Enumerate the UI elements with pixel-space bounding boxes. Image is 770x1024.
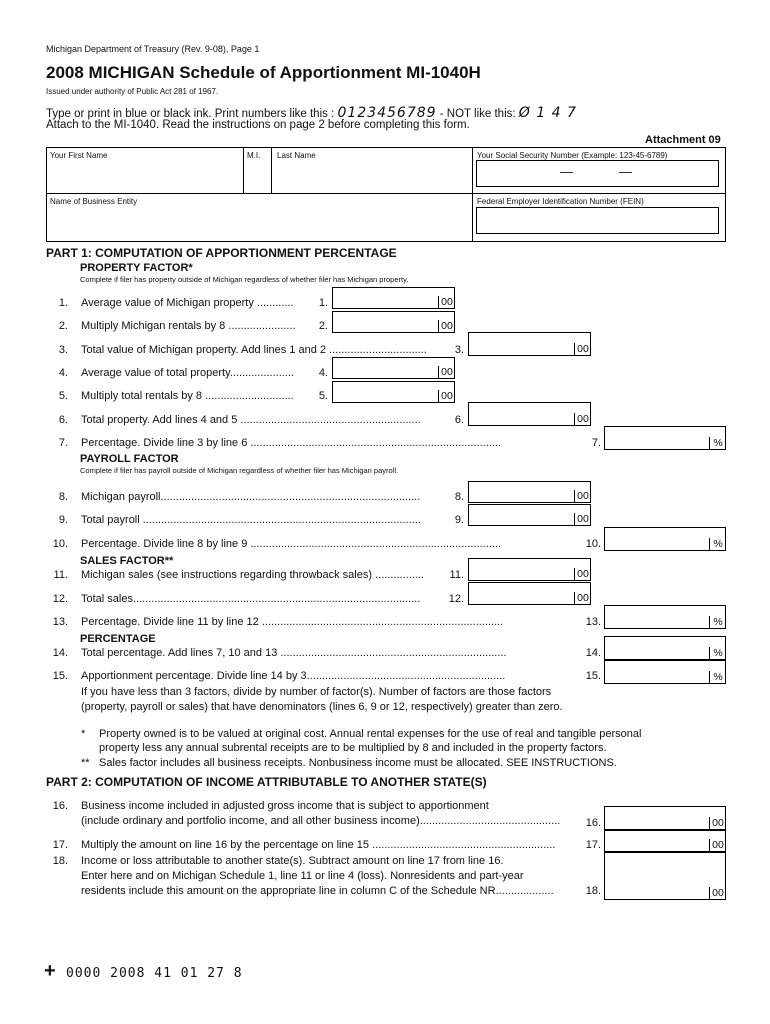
line-15-number: 15. [52,670,68,682]
dept-revision: Michigan Department of Treasury (Rev. 9-08), Page 1 [46,44,260,54]
line-12-label: Total sales.............................................................................................. [81,593,421,605]
line-12-input[interactable] [468,582,591,605]
line-15-note-2: (property, payroll or sales) that have denominators (lines 6, 9 or 12, respectively) greater than zero. [81,701,563,713]
line-4-label: Average value of total property..................... [81,367,294,379]
line-13-ref: 13. [585,616,601,628]
line-9-ref: 9. [454,514,464,526]
line-18-label-3: residents include this amount on the appropriate line in column C of the Schedule NR................... [81,885,554,897]
line-9-label: Total payroll ........................................................................................... [81,514,421,526]
line-15-ref: 15. [585,670,601,682]
line-4-number: 4. [58,367,68,379]
line-1-input[interactable] [332,287,455,309]
line-8-ref: 8. [454,491,464,503]
line-11-ref: 11. [449,569,464,581]
business-name-label: Name of Business Entity [50,197,138,206]
line-7-input[interactable] [604,426,726,450]
line-14-input[interactable] [604,636,726,660]
line-3-label: Total value of Michigan property. Add lines 1 and 2 ................................ [81,344,427,356]
line-2-cents: 00 [438,320,455,333]
line-11-input[interactable] [468,558,591,581]
authority-text: Issued under authority of Public Act 281 of 1967. [46,87,219,96]
line-14-number: 14. [52,647,68,659]
line-1-label: Average value of Michigan property ............ [81,297,294,309]
line-16-number: 16. [52,800,68,812]
line-8-label: Michigan payroll..................................................................................... [81,491,421,503]
line-5-label: Multiply total rentals by 8 ............................. [81,390,294,402]
line-16-ref: 16. [585,817,601,829]
part1-heading: PART 1: COMPUTATION OF APPORTIONMENT PERCENTAGE [46,246,397,260]
part2-heading: PART 2: COMPUTATION OF INCOME ATTRIBUTABLE TO ANOTHER STATE(S) [46,775,487,789]
line-12-ref: 12. [448,593,464,605]
line-11-cents: 00 [574,568,591,581]
line-4-cents: 00 [438,366,455,379]
line-18-label-2: Enter here and on Michigan Schedule 1, line 11 or line 4 (loss). Nonresidents and part-year [81,870,524,882]
ssn-input[interactable] [476,160,719,187]
line-18-number: 18. [52,855,68,867]
line-5-ref: 5. [318,390,328,402]
line-6-ref: 6. [454,414,464,426]
line-8-cents: 00 [574,490,591,503]
line-5-number: 5. [58,390,68,402]
line-10-percent: % [709,538,726,551]
fein-input[interactable] [476,207,719,234]
line-11-number: 11. [53,569,68,581]
line-17-ref: 17. [585,839,601,851]
first-name-input[interactable] [48,162,241,191]
footnote-1-line-1: Property owned is to be valued at original cost. Annual rental expenses for the use of real and tangible personal [99,728,642,740]
line-13-percent: % [709,616,726,629]
line-16-input[interactable] [604,806,726,830]
line-7-label: Percentage. Divide line 3 by line 6 .................................................................................. [81,437,501,449]
line-7-number: 7. [58,437,68,449]
middle-initial-input[interactable] [245,162,269,191]
payroll-factor-heading: PAYROLL FACTOR [80,453,179,465]
line-15-note-1: If you have less than 3 factors, divide by number of factor(s). Number of factors are those factors [81,686,552,698]
line-8-number: 8. [58,491,68,503]
sales-factor-heading: SALES FACTOR** [80,555,174,567]
not-like-text: - NOT like this: [439,108,516,120]
line-15-label: Apportionment percentage. Divide line 14 by 3................................................................. [81,670,506,682]
line-9-cents: 00 [574,513,591,526]
line-2-ref: 2. [318,320,328,332]
sample-numbers-good: 0123456789 [337,105,437,121]
form-title: 2008 MICHIGAN Schedule of Apportionment MI-1040H [46,63,481,82]
line-6-input[interactable] [468,402,591,426]
line-10-input[interactable] [604,527,726,551]
line-16-cents: 00 [709,817,726,830]
line-17-cents: 00 [709,839,726,852]
line-9-input[interactable] [468,504,591,526]
footnote-2: Sales factor includes all business receipts. Nonbusiness income must be allocated. SEE INSTRUCTIONS. [99,757,617,769]
line-3-cents: 00 [574,343,591,356]
line-4-input[interactable] [332,357,455,379]
line-9-number: 9. [58,514,68,526]
line-2-label: Multiply Michigan rentals by 8 ...................... [81,320,296,332]
line-10-number: 10. [52,538,68,550]
line-4-ref: 4. [318,367,328,379]
ink-instruction-text: Type or print in blue or black ink. Print numbers like this : [46,108,335,120]
line-6-number: 6. [58,414,68,426]
attach-instructions: Attach to the MI-1040. Read the instructions on page 2 before completing this form. [46,119,470,131]
line-15-percent: % [709,671,726,684]
line-14-percent: % [709,647,726,660]
property-factor-heading: PROPERTY FACTOR* [80,262,193,274]
first-name-label: Your First Name [50,151,108,160]
line-16-label-2: (include ordinary and portfolio income, and all other business income).............................................. [81,815,561,827]
last-name-label: Last Name [277,151,316,160]
property-factor-note: Complete if filer has property outside of Michigan regardless of whether filer has Michigan property. [80,275,409,284]
payroll-factor-note: Complete if filer has payroll outside of Michigan regardless of whether filer has Michigan payroll. [80,466,399,475]
line-2-number: 2. [58,320,68,332]
line-18-ref: 18. [585,885,601,897]
attachment-sequence: Attachment 09 [645,134,721,146]
line-17-input[interactable] [604,830,726,852]
line-1-number: 1. [58,297,68,309]
line-3-number: 3. [58,344,68,356]
line-11-label: Michigan sales (see instructions regarding throwback sales) ................ [81,569,424,581]
line-13-number: 13. [52,616,68,628]
line-13-label: Percentage. Divide line 11 by line 12 ............................................................................... [81,616,504,628]
line-13-input[interactable] [604,605,726,629]
line-10-ref: 10. [585,538,601,550]
line-18-label-1: Income or loss attributable to another state(s). Subtract amount on line 17 from line 16. [81,855,504,867]
line-3-ref: 3. [454,344,464,356]
footnote-1-line-2: property less any annual subrental receipts are to be multiplied by 8 and included in the property factors. [99,742,607,754]
line-14-label: Total percentage. Add lines 7, 10 and 13 .......................................................................... [81,647,507,659]
line-7-percent: % [709,437,726,450]
line-5-input[interactable] [332,381,455,403]
line-16-label-1: Business income included in adjusted gross income that is subject to apportionment [81,800,489,812]
sample-numbers-bad: Ø 1 4 7 [518,105,577,121]
line-2-input[interactable] [332,311,455,333]
percentage-heading: PERCENTAGE [80,633,156,645]
line-17-label: Multiply the amount on line 16 by the percentage on line 15 ............................................................ [81,839,556,851]
line-17-number: 17. [52,839,68,851]
ssn-label: Your Social Security Number (Example: 123-45-6789) [477,151,668,160]
last-name-input[interactable] [274,162,470,191]
footnote-2-mark: ** [81,757,90,769]
line-8-input[interactable] [468,481,591,503]
line-1-ref: 1. [318,297,328,309]
line-3-input[interactable] [468,332,591,356]
line-14-ref: 14. [585,647,601,659]
scanline-code: 0000 2008 41 01 27 8 [66,966,243,981]
mi-label: M.I. [247,151,261,160]
line-18-cents: 00 [709,887,726,900]
scanline-plus: + [44,960,56,982]
line-18-input[interactable] [604,852,726,900]
line-15-input[interactable] [604,660,726,684]
line-12-number: 12. [52,593,68,605]
line-5-cents: 00 [438,390,455,403]
line-6-label: Total property. Add lines 4 and 5 ........................................................... [81,414,421,426]
line-6-cents: 00 [574,413,591,426]
ssn-dash-2: — [619,164,632,179]
footnote-1-mark: * [81,728,86,740]
line-1-cents: 00 [438,296,455,309]
line-7-ref: 7. [591,437,601,449]
fein-label: Federal Employer Identification Number (FEIN) [477,197,644,206]
line-12-cents: 00 [574,592,591,605]
business-name-input[interactable] [48,208,470,239]
line-10-label: Percentage. Divide line 8 by line 9 .................................................................................. [81,538,501,550]
ssn-dash-1: — [560,164,573,179]
